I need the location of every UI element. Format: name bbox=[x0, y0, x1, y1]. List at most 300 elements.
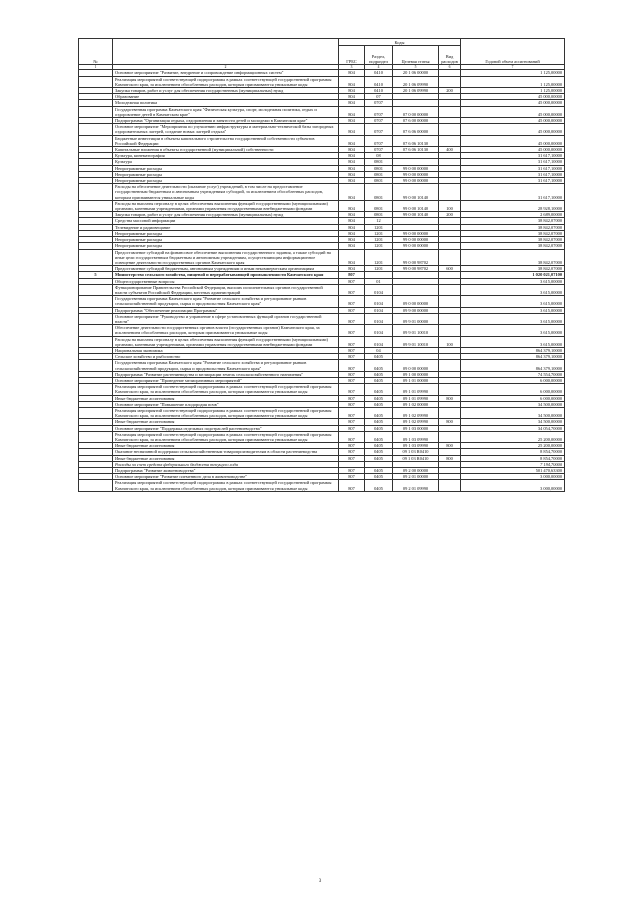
row-sum: 38 842,07000 bbox=[461, 249, 565, 266]
row-name: Подпрограмма "Организация отдыха, оздоровления и занятости детей и молодежи в Камчатском крае" bbox=[113, 118, 339, 124]
row-num bbox=[79, 360, 113, 371]
row-razdel: 0410 bbox=[365, 88, 393, 94]
row-expense-type bbox=[439, 284, 461, 295]
row-sum: 8 854,70000 bbox=[461, 455, 565, 461]
column-number: 3 bbox=[339, 65, 365, 70]
row-grbs: 804 bbox=[339, 118, 365, 124]
row-grbs: 804 bbox=[339, 218, 365, 224]
row-razdel: 0405 bbox=[365, 407, 393, 418]
row-razdel: 0707 bbox=[365, 147, 393, 153]
row-grbs: 807 bbox=[339, 419, 365, 425]
row-sum: 38 842,07000 bbox=[461, 243, 565, 249]
row-razdel: 0410 bbox=[365, 70, 393, 76]
row-sum: 3 000,00000 bbox=[461, 474, 565, 480]
row-expense-type: 800 bbox=[439, 395, 461, 401]
row-razdel: 0405 bbox=[365, 443, 393, 449]
row-num bbox=[79, 313, 113, 324]
row-target-article: 07 6 06 10130 bbox=[393, 135, 439, 146]
row-target-article: 09 1 00 00000 bbox=[393, 371, 439, 377]
row-expense-type bbox=[439, 106, 461, 117]
row-target-article: 09 9 01 10010 bbox=[393, 336, 439, 347]
row-num bbox=[79, 284, 113, 295]
row-target-article: 09 2 01 00000 bbox=[393, 474, 439, 480]
table-row bbox=[79, 384, 565, 395]
row-razdel: 0801 bbox=[365, 200, 393, 211]
row-sum: 3 615,00000 bbox=[461, 284, 565, 295]
row-sum: 3 000,00000 bbox=[461, 480, 565, 491]
row-name: Иные бюджетные ассигнования bbox=[113, 419, 339, 425]
row-target-article: 99 0 00 00000 bbox=[393, 237, 439, 243]
row-grbs: 807 bbox=[339, 371, 365, 377]
column-number: 7 bbox=[461, 65, 565, 70]
row-sum: 3 615,00000 bbox=[461, 325, 565, 336]
row-target-article: 99 0 00 10140 bbox=[393, 200, 439, 211]
header-cel: Целевая статья bbox=[393, 46, 439, 65]
row-num bbox=[79, 184, 113, 201]
row-grbs: 807 bbox=[339, 336, 365, 347]
row-name: Телевидение и радиовещание bbox=[113, 224, 339, 230]
row-grbs: 804 bbox=[339, 100, 365, 106]
row-razdel: 0801 bbox=[365, 178, 393, 184]
row-name: Предоставление субсидий бюджетным, автономным учреждениям и иным некоммерческим организациям bbox=[113, 266, 339, 272]
row-grbs: 804 bbox=[339, 147, 365, 153]
row-grbs: 804 bbox=[339, 224, 365, 230]
row-name: Основное мероприятие "Развитие племенного дела в животноводстве" bbox=[113, 474, 339, 480]
row-name: Непрограммные расходы bbox=[113, 237, 339, 243]
row-name: Оказание несвязанной поддержки сельскохозяйственным товаропроизводителям в области растениеводства bbox=[113, 449, 339, 455]
row-razdel: 0707 bbox=[365, 106, 393, 117]
row-sum: 1 125,00000 bbox=[461, 70, 565, 76]
row-name: Молодежная политика bbox=[113, 100, 339, 106]
row-sum: 8 854,70000 bbox=[461, 449, 565, 455]
row-expense-type bbox=[439, 360, 461, 371]
table-row bbox=[79, 325, 565, 336]
row-name: Расходы на выплаты персоналу в целях обеспечения выполнения функций государственными (муниципальными) органами, казенными учреждениями, органами управления государственными внебюджетными фондами bbox=[113, 200, 339, 211]
row-name: Расходы за счет средств федерального бюджета текущего года bbox=[113, 461, 339, 467]
row-sum: 45 000,00000 bbox=[461, 94, 565, 100]
row-sum: 1 125,00000 bbox=[461, 88, 565, 94]
row-grbs: 807 bbox=[339, 455, 365, 461]
row-name: Непрограммные расходы bbox=[113, 230, 339, 236]
row-name: Капитальные вложения в объекты государственной (муниципальной) собственности bbox=[113, 147, 339, 153]
table-header bbox=[79, 39, 565, 70]
row-sum: 45 000,00000 bbox=[461, 106, 565, 117]
row-sum: 3 615,00000 bbox=[461, 296, 565, 307]
row-sum: 45 000,00000 bbox=[461, 135, 565, 146]
row-razdel: 0801 bbox=[365, 171, 393, 177]
row-name: Основное мероприятие "Повышение плодородия почв" bbox=[113, 401, 339, 407]
row-name: Культура bbox=[113, 159, 339, 165]
row-expense-type: 100 bbox=[439, 336, 461, 347]
row-razdel: 0405 bbox=[365, 425, 393, 431]
row-grbs: 804 bbox=[339, 135, 365, 146]
row-name: Основное мероприятие "Поддержка отдельных подотраслей растениеводства" bbox=[113, 425, 339, 431]
row-target-article: 99 0 00 00000 bbox=[393, 230, 439, 236]
row-target-article: 09 1 02 09990 bbox=[393, 407, 439, 418]
row-name: Государственная программа Камчатского края "Физическая культура, спорт, молодежная политика, отдых и оздоровление детей в Камчатском крае" bbox=[113, 106, 339, 117]
row-grbs: 807 bbox=[339, 401, 365, 407]
column-number: 4 bbox=[365, 65, 393, 70]
row-name: Иные бюджетные ассигнования bbox=[113, 395, 339, 401]
row-sum: 3 615,00000 bbox=[461, 307, 565, 313]
row-grbs: 804 bbox=[339, 106, 365, 117]
row-target-article: 09 1 01 09990 bbox=[393, 384, 439, 395]
row-name: Культура, кинематография bbox=[113, 153, 339, 159]
table-row bbox=[79, 296, 565, 307]
row-grbs: 807 bbox=[339, 474, 365, 480]
table-row bbox=[79, 407, 565, 418]
row-target-article: 09 1 03 09990 bbox=[393, 443, 439, 449]
row-name: Основное мероприятие "Руководство и управление в сфере установленных функций органов государственной власти" bbox=[113, 313, 339, 324]
row-sum: 45 000,00000 bbox=[461, 147, 565, 153]
row-expense-type: 100 bbox=[439, 200, 461, 211]
row-target-article: 09 0 00 00000 bbox=[393, 296, 439, 307]
row-expense-type bbox=[439, 384, 461, 395]
row-razdel: 0104 bbox=[365, 284, 393, 295]
row-sum: 25 200,00000 bbox=[461, 431, 565, 442]
row-grbs: 804 bbox=[339, 124, 365, 135]
row-razdel: 0104 bbox=[365, 325, 393, 336]
table-row bbox=[79, 135, 565, 146]
row-razdel: 0405 bbox=[365, 360, 393, 371]
row-name: Подпрограмма "Обеспечение реализации Программы" bbox=[113, 307, 339, 313]
row-sum: 2 689,00000 bbox=[461, 212, 565, 218]
row-razdel: 1201 bbox=[365, 230, 393, 236]
row-target-article: 09 1 03 09990 bbox=[393, 431, 439, 442]
row-name: Непрограммные расходы bbox=[113, 171, 339, 177]
row-grbs: 807 bbox=[339, 278, 365, 284]
row-name: Сельское хозяйство и рыболовство bbox=[113, 354, 339, 360]
row-razdel: 0801 bbox=[365, 159, 393, 165]
row-grbs: 807 bbox=[339, 449, 365, 455]
row-sum: 864 379,10000 bbox=[461, 354, 565, 360]
row-name: Реализация мероприятий соответствующей подпрограммы в рамках соответствующей государственной программы Камчатского края, за исключением обособленных расходов, которым присваиваются уникальные коды bbox=[113, 384, 339, 395]
row-expense-type bbox=[439, 249, 461, 266]
table-row bbox=[79, 284, 565, 295]
row-num bbox=[79, 135, 113, 146]
row-sum: 34 500,00000 bbox=[461, 407, 565, 418]
row-sum: 31 617,10000 bbox=[461, 165, 565, 171]
row-grbs: 804 bbox=[339, 165, 365, 171]
row-expense-type: 400 bbox=[439, 147, 461, 153]
row-sum: 25 200,00000 bbox=[461, 443, 565, 449]
row-grbs: 807 bbox=[339, 354, 365, 360]
row-expense-type bbox=[439, 76, 461, 87]
row-grbs: 804 bbox=[339, 94, 365, 100]
row-razdel: 1201 bbox=[365, 224, 393, 230]
row-sum: 3 615,00000 bbox=[461, 336, 565, 347]
row-sum: 1 125,00000 bbox=[461, 76, 565, 87]
row-name: Функционирование Правительства Российской Федерации, высших исполнительных органов государственной власти субъектов Российской Федерации, местных администраций bbox=[113, 284, 339, 295]
row-grbs: 804 bbox=[339, 178, 365, 184]
row-razdel: 0707 bbox=[365, 124, 393, 135]
row-grbs: 807 bbox=[339, 313, 365, 324]
row-num bbox=[79, 200, 113, 211]
table-row bbox=[79, 200, 565, 211]
row-name: Бюджетные инвестиции в объекты капитального строительства государственной собственности субъектов Российской Федерации bbox=[113, 135, 339, 146]
row-sum: 34 500,00000 bbox=[461, 419, 565, 425]
row-razdel: 0104 bbox=[365, 296, 393, 307]
row-razdel: 07 bbox=[365, 94, 393, 100]
row-razdel: 1201 bbox=[365, 243, 393, 249]
row-razdel: 1201 bbox=[365, 249, 393, 266]
table-row bbox=[79, 76, 565, 87]
row-razdel: 0405 bbox=[365, 468, 393, 474]
row-num bbox=[79, 106, 113, 117]
row-target-article: 09 1 01 09990 bbox=[393, 395, 439, 401]
row-sum: 864 379,10000 bbox=[461, 347, 565, 353]
row-razdel: 0707 bbox=[365, 118, 393, 124]
row-name: Общегосударственные вопросы bbox=[113, 278, 339, 284]
row-razdel: 1201 bbox=[365, 237, 393, 243]
row-name: Предоставление субсидий на финансовое обеспечение выполнения государственного задания, а также субсидий на иные цели государственным бюджетным и автономным учреждениям, осуществляющим информационное освещение деятельности государственных органов Камчатского края bbox=[113, 249, 339, 266]
row-target-article: 99 0 00 10140 bbox=[393, 184, 439, 201]
row-target-article: 20 1 06 09990 bbox=[393, 76, 439, 87]
row-expense-type: 200 bbox=[439, 212, 461, 218]
header-num: № bbox=[79, 39, 113, 65]
row-sum: 3 615,00000 bbox=[461, 278, 565, 284]
row-name: Непрограммные расходы bbox=[113, 243, 339, 249]
row-target-article: 09 9 00 00000 bbox=[393, 307, 439, 313]
header-codes: Коды bbox=[339, 39, 461, 46]
row-num bbox=[79, 124, 113, 135]
row-expense-type bbox=[439, 325, 461, 336]
row-sum: 1 020 021,07100 bbox=[461, 272, 565, 278]
row-sum: 74 554,70000 bbox=[461, 371, 565, 377]
row-num bbox=[79, 431, 113, 442]
row-target-article: 20 1 06 09990 bbox=[393, 88, 439, 94]
row-expense-type: 800 bbox=[439, 419, 461, 425]
table-row bbox=[79, 124, 565, 135]
row-target-article: 99 0 00 00000 bbox=[393, 171, 439, 177]
row-target-article: 07 0 00 00000 bbox=[393, 106, 439, 117]
row-sum: 38 842,07000 bbox=[461, 230, 565, 236]
row-sum: 38 842,07000 bbox=[461, 218, 565, 224]
row-name: Государственная программа Камчатского края "Развитие сельского хозяйства и регулирование рынков сельскохозяйственной продукции, сырья и продовольствия Камчатского края" bbox=[113, 360, 339, 371]
row-target-article: 09 1 01 00000 bbox=[393, 377, 439, 383]
row-razdel: 0405 bbox=[365, 480, 393, 491]
page-number: 3 bbox=[318, 879, 322, 884]
row-grbs: 807 bbox=[339, 468, 365, 474]
row-sum: 28 928,10000 bbox=[461, 200, 565, 211]
row-num bbox=[79, 384, 113, 395]
row-grbs: 807 bbox=[339, 272, 365, 278]
row-sum: 31 617,10000 bbox=[461, 178, 565, 184]
row-target-article: 07 6 06 10130 bbox=[393, 147, 439, 153]
row-target-article: 99 0 00 98702 bbox=[393, 266, 439, 272]
row-expense-type bbox=[439, 313, 461, 324]
row-grbs: 807 bbox=[339, 360, 365, 371]
row-name: Непрограммные расходы bbox=[113, 165, 339, 171]
row-razdel: 0104 bbox=[365, 307, 393, 313]
table-row bbox=[79, 249, 565, 266]
row-razdel: 0405 bbox=[365, 384, 393, 395]
row-num bbox=[79, 325, 113, 336]
row-num bbox=[79, 296, 113, 307]
row-num bbox=[79, 336, 113, 347]
row-razdel: 0405 bbox=[365, 354, 393, 360]
row-name: Обеспечение деятельности государственных органов власти (государственных органов) Камчатского края, за исключением обособленных расходов, которым присваиваются уникальные коды bbox=[113, 325, 339, 336]
row-num bbox=[79, 249, 113, 266]
row-sum: 31 617,10000 bbox=[461, 171, 565, 177]
table-row bbox=[79, 431, 565, 442]
row-grbs: 807 bbox=[339, 431, 365, 442]
table-row bbox=[79, 360, 565, 371]
row-sum: 45 000,00000 bbox=[461, 118, 565, 124]
table-row bbox=[79, 336, 565, 347]
row-target-article: 09 2 01 09990 bbox=[393, 480, 439, 491]
row-name: Образование bbox=[113, 94, 339, 100]
row-sum: 7 194,70000 bbox=[461, 461, 565, 467]
table-row bbox=[79, 184, 565, 201]
row-razdel: 1201 bbox=[365, 266, 393, 272]
row-razdel: 0405 bbox=[365, 474, 393, 480]
row-grbs: 807 bbox=[339, 325, 365, 336]
row-grbs: 807 bbox=[339, 307, 365, 313]
row-name: Закупка товаров, работ и услуг для обеспечения государственных (муниципальных) нужд bbox=[113, 212, 339, 218]
row-razdel: 0405 bbox=[365, 455, 393, 461]
table-row bbox=[79, 106, 565, 117]
row-target-article: 99 0 00 00000 bbox=[393, 178, 439, 184]
row-target-article: 09 2 00 00000 bbox=[393, 468, 439, 474]
row-expense-type bbox=[439, 407, 461, 418]
row-grbs: 804 bbox=[339, 200, 365, 211]
row-sum: 3 615,00000 bbox=[461, 313, 565, 324]
row-sum: 6 000,00000 bbox=[461, 377, 565, 383]
row-sum: 34 054,70000 bbox=[461, 425, 565, 431]
table-row bbox=[79, 480, 565, 491]
row-name: Средства массовой информации bbox=[113, 218, 339, 224]
row-name: Расходы на выплаты персоналу в целях обеспечения выполнения функций государственными (муниципальными) органами, казенными учреждениями, органами управления государственными внебюджетными фондами bbox=[113, 336, 339, 347]
budget-table bbox=[78, 38, 565, 492]
row-grbs: 807 bbox=[339, 395, 365, 401]
row-name: Основное мероприятие "Развитие, внедрение и сопровождение информационных систем" bbox=[113, 70, 339, 76]
row-razdel: 01 bbox=[365, 278, 393, 284]
row-grbs: 804 bbox=[339, 266, 365, 272]
row-grbs: 807 bbox=[339, 425, 365, 431]
row-grbs: 804 bbox=[339, 171, 365, 177]
row-sum: 34 500,00000 bbox=[461, 401, 565, 407]
row-target-article: 99 0 00 10140 bbox=[393, 212, 439, 218]
column-number: 2 bbox=[113, 65, 339, 70]
row-target-article: 09 1 03 R0410 bbox=[393, 449, 439, 455]
row-razdel: 0104 bbox=[365, 336, 393, 347]
row-sum: 6 000,00000 bbox=[461, 395, 565, 401]
row-num bbox=[79, 76, 113, 87]
row-name: Расходы на обеспечение деятельности (оказание услуг) учреждений, в том числе на предоставление государственным бюджетным и автономным учреждениям субсидий, за исключением обособленных расходов, которым присваиваются уникальные коды bbox=[113, 184, 339, 201]
row-name: Реализация мероприятий соответствующей подпрограммы в рамках соответствующей государственной программы Камчатского края, за исключением обособленных расходов, которым присваиваются уникальные коды bbox=[113, 431, 339, 442]
row-razdel: 0801 bbox=[365, 212, 393, 218]
row-razdel: 12 bbox=[365, 218, 393, 224]
row-expense-type: 200 bbox=[439, 88, 461, 94]
row-name: Государственная программа Камчатского края "Развитие сельского хозяйства и регулирование рынков сельскохозяйственной продукции, сырья и продовольствия Камчатского края" bbox=[113, 296, 339, 307]
row-sum: 31 617,10000 bbox=[461, 184, 565, 201]
row-grbs: 804 bbox=[339, 159, 365, 165]
row-name: Иные бюджетные ассигнования bbox=[113, 455, 339, 461]
row-name: Реализация мероприятий соответствующей подпрограммы в рамках соответствующей государственной программы Камчатского края, за исключением обособленных расходов, которым присваиваются уникальные коды bbox=[113, 407, 339, 418]
row-grbs: 807 bbox=[339, 407, 365, 418]
row-razdel: 0405 bbox=[365, 401, 393, 407]
row-sum: 38 842,07000 bbox=[461, 237, 565, 243]
row-razdel: 0801 bbox=[365, 184, 393, 201]
row-razdel: 0707 bbox=[365, 135, 393, 146]
row-razdel: 0405 bbox=[365, 419, 393, 425]
row-grbs: 807 bbox=[339, 284, 365, 295]
row-razdel: 04 bbox=[365, 347, 393, 353]
row-name: Непрограммные расходы bbox=[113, 178, 339, 184]
row-expense-type bbox=[439, 124, 461, 135]
header-name bbox=[113, 39, 339, 65]
row-target-article: 09 1 03 00000 bbox=[393, 425, 439, 431]
row-target-article: 99 0 00 00000 bbox=[393, 243, 439, 249]
row-razdel: 0104 bbox=[365, 313, 393, 324]
row-num: 5 bbox=[79, 272, 113, 278]
row-expense-type bbox=[439, 296, 461, 307]
row-num bbox=[79, 407, 113, 418]
row-name: Министерство сельского хозяйства, пищевой и перерабатывающей промышленности Камчатского края bbox=[113, 272, 339, 278]
row-razdel: 0405 bbox=[365, 449, 393, 455]
row-razdel: 0405 bbox=[365, 371, 393, 377]
row-grbs: 804 bbox=[339, 184, 365, 201]
row-target-article: 09 1 03 R0410 bbox=[393, 455, 439, 461]
row-name: Национальная экономика bbox=[113, 347, 339, 353]
row-sum: 864 379,10000 bbox=[461, 360, 565, 371]
row-target-article bbox=[393, 284, 439, 295]
row-name: Подпрограмма "Развитие животноводства" bbox=[113, 468, 339, 474]
row-name: Закупка товаров, работ и услуг для обеспечения государственных (муниципальных) нужд bbox=[113, 88, 339, 94]
row-grbs: 807 bbox=[339, 443, 365, 449]
row-target-article: 09 9 01 00000 bbox=[393, 313, 439, 324]
row-grbs: 804 bbox=[339, 70, 365, 76]
row-sum: 38 842,07000 bbox=[461, 224, 565, 230]
row-grbs: 804 bbox=[339, 76, 365, 87]
table-body bbox=[79, 70, 565, 491]
row-sum: 501 470,63300 bbox=[461, 468, 565, 474]
column-number: 6 bbox=[439, 65, 461, 70]
row-razdel: 0405 bbox=[365, 395, 393, 401]
row-razdel: 08 bbox=[365, 153, 393, 159]
row-sum: 6 000,00000 bbox=[461, 384, 565, 395]
column-number: 1 bbox=[79, 65, 113, 70]
row-target-article: 99 0 00 98702 bbox=[393, 249, 439, 266]
row-grbs: 807 bbox=[339, 296, 365, 307]
row-target-article: 09 1 02 00000 bbox=[393, 401, 439, 407]
row-num bbox=[79, 480, 113, 491]
row-name: Основное мероприятие "Мероприятия по улучшению инфраструктуры и материально-технической базы загородных оздоровительных лагерей, создание новых лагерей отдыха" bbox=[113, 124, 339, 135]
row-grbs: 807 bbox=[339, 384, 365, 395]
row-name: Реализация мероприятий соответствующей подпрограммы в рамках соответствующей государственной программы Камчатского края, за исключением обособленных расходов, которым присваиваются уникальные коды bbox=[113, 480, 339, 491]
table-row bbox=[79, 313, 565, 324]
row-expense-type: 800 bbox=[439, 455, 461, 461]
row-target-article: 99 0 00 00000 bbox=[393, 165, 439, 171]
row-target-article: 09 1 02 09990 bbox=[393, 419, 439, 425]
row-target-article: 07 6 06 00000 bbox=[393, 124, 439, 135]
row-expense-type: 600 bbox=[439, 266, 461, 272]
row-sum: 31 617,10000 bbox=[461, 153, 565, 159]
row-grbs: 804 bbox=[339, 237, 365, 243]
row-sum: 38 842,07000 bbox=[461, 266, 565, 272]
header-sum: Годовой объем ассигнований bbox=[461, 39, 565, 65]
row-grbs: 807 bbox=[339, 347, 365, 353]
row-expense-type bbox=[439, 431, 461, 442]
row-grbs: 804 bbox=[339, 212, 365, 218]
row-target-article: 09 9 01 10010 bbox=[393, 325, 439, 336]
row-name: Основное мероприятие "Проведение мелиоративных мероприятий" bbox=[113, 377, 339, 383]
row-razdel: 0405 bbox=[365, 377, 393, 383]
row-grbs: 804 bbox=[339, 153, 365, 159]
row-name: Реализация мероприятий соответствующей подпрограммы в рамках соответствующей государственной программы Камчатского края, за исключением обособленных расходов, которым присваиваются уникальные коды bbox=[113, 76, 339, 87]
row-razdel: 0801 bbox=[365, 165, 393, 171]
